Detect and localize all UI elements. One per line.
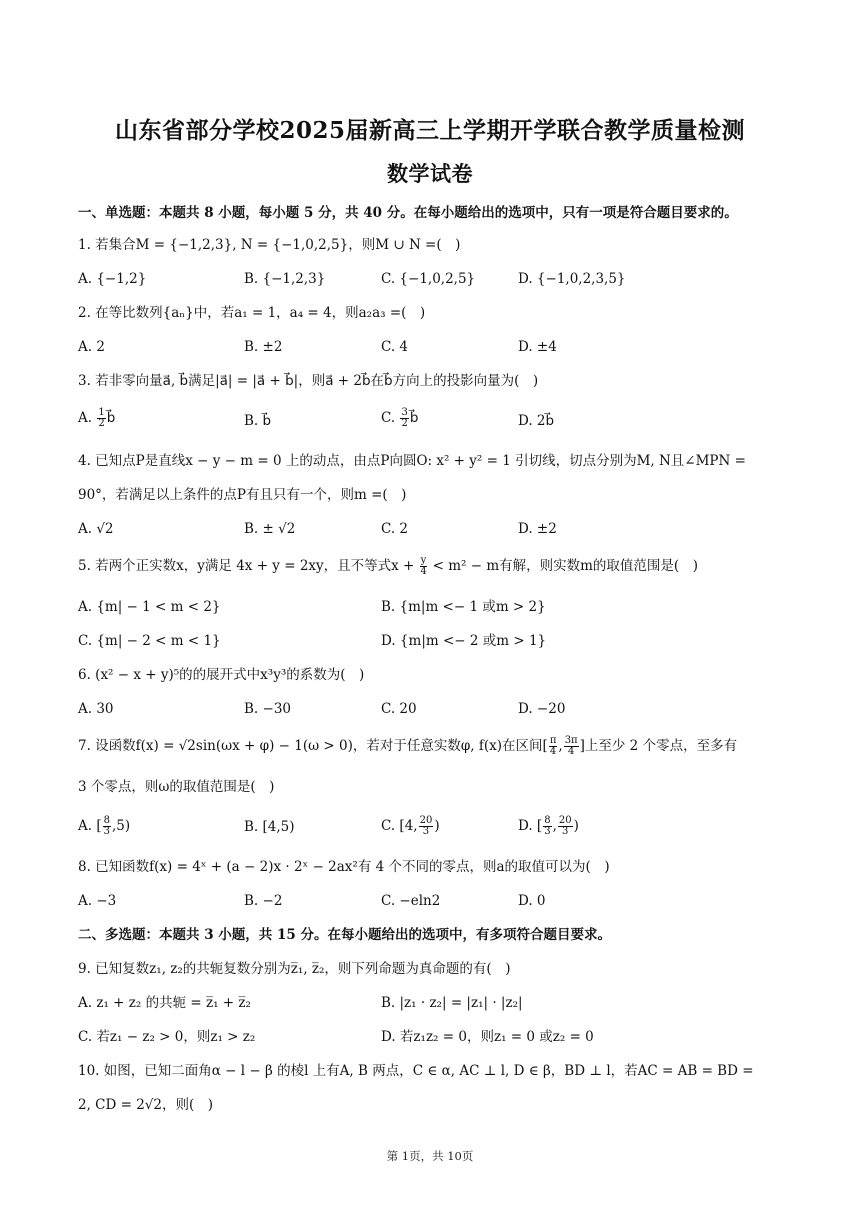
q6-option-a: A. 30 bbox=[78, 701, 114, 717]
q7-option-a: A. [ $\frac{8}{3}$ ,5) bbox=[78, 815, 131, 837]
q8-option-b: B. −2 bbox=[244, 893, 283, 909]
q9-option-a: A. z₁ + z₂ 的共轭 = z̅₁ + z̅₂ bbox=[78, 995, 251, 1011]
question-2-stem: 2. 在等比数列{aₙ}中，若a₁ = 1，a₄ = 4，则a₂a₃ =( ) bbox=[78, 305, 426, 321]
question-3-stem: 3. 若非零向量a⃗, b⃗满足|a⃗| = |a⃗ + b⃗|，则a⃗ + 2b⃗在b⃗方向上的投影向量为( ) bbox=[78, 373, 539, 389]
fraction: $\frac{3}{2}$ bbox=[401, 407, 408, 429]
fraction: $\frac{8}{3}$ bbox=[544, 815, 551, 837]
q4-option-a: A. √2 bbox=[78, 521, 114, 537]
fraction: $\frac{20}{3}$ bbox=[419, 815, 433, 837]
exam-subtitle: 数学试卷 bbox=[387, 161, 473, 186]
q9-option-c: C. 若z₁ − z₂ > 0，则z₁ > z₂ bbox=[78, 1029, 256, 1045]
q3-option-c: C. $\frac{3}{2}$ b⃗ bbox=[381, 407, 419, 429]
q2-option-c: C. 4 bbox=[381, 339, 409, 355]
q5-option-a: A. {m| − 1 < m < 2} bbox=[78, 599, 221, 615]
q3-option-a: A. $\frac{1}{2}$ b⃗ bbox=[78, 407, 116, 429]
q2-option-a: A. 2 bbox=[78, 339, 105, 355]
q4-option-b: B. ± √2 bbox=[244, 521, 296, 537]
q8-option-d: D. 0 bbox=[518, 893, 546, 909]
q5-option-c: C. {m| − 2 < m < 1} bbox=[78, 633, 221, 649]
q6-option-d: D. −20 bbox=[518, 701, 566, 717]
question-7-stem-line1: 7. 设函数f(x) = √2sin(ωx + φ) − 1(ω > 0)，若对于任意实数φ, f(x)在区间[ $\frac{\pi}{4}$ , $\frac{3\pi}{4}$ ]上至少 2 个零点，至多有 bbox=[78, 735, 738, 757]
page-number: 第 1页，共 10页 bbox=[386, 1149, 474, 1163]
q4-option-c: C. 2 bbox=[381, 521, 409, 537]
q1-option-b: B. {−1,2,3} bbox=[244, 271, 326, 287]
q5-option-b: B. {m|m <− 1 或m > 2} bbox=[381, 599, 546, 615]
q4-option-d: D. ±2 bbox=[518, 521, 557, 537]
q6-option-c: C. 20 bbox=[381, 701, 417, 717]
section-single-choice: 一、单选题：本题共 8 小题，每小题 5 分，共 40 分。在每小题给出的选项中，只有一项是符合题目要求的。 bbox=[78, 205, 738, 221]
question-4-stem-line1: 4. 已知点P是直线x − y − m = 0 上的动点，由点P向圆O: x² + y² = 1 引切线，切点分别为M, N且∠MPN = bbox=[78, 453, 746, 469]
q3-option-b: B. b⃗ bbox=[244, 413, 272, 429]
question-1-stem: 1. 若集合M = {−1,2,3}, N = {−1,0,2,5}，则M ∪ N =( ) bbox=[78, 237, 461, 253]
fraction: $\frac{1}{2}$ bbox=[98, 407, 105, 429]
question-9-stem: 9. 已知复数z₁, z₂的共轭复数分别为z̅₁, z̅₂，则下列命题为真命题的有( ) bbox=[78, 961, 511, 977]
q2-option-b: B. ±2 bbox=[244, 339, 283, 355]
q7-option-b: B. [4,5) bbox=[244, 819, 295, 835]
q5-option-d: D. {m|m <− 2 或m > 1} bbox=[381, 633, 547, 649]
fraction: $\frac{\pi}{4}$ bbox=[549, 735, 557, 757]
q7-option-d: D. [ $\frac{8}{3}$ , $\frac{20}{3}$ ) bbox=[518, 815, 579, 837]
q8-option-c: C. −eln2 bbox=[381, 893, 441, 909]
q9-option-d: D. 若z₁z₂ = 0，则z₁ = 0 或z₂ = 0 bbox=[381, 1029, 594, 1045]
fraction: $\frac{20}{3}$ bbox=[558, 815, 572, 837]
question-10-stem-line2: 2, CD = 2√2，则( ) bbox=[78, 1097, 214, 1113]
fraction: $\frac{3\pi}{4}$ bbox=[564, 735, 578, 757]
q6-option-b: B. −30 bbox=[244, 701, 291, 717]
q1-option-d: D. {−1,0,2,3,5} bbox=[518, 271, 626, 287]
fraction: $\frac{y}{4}$ bbox=[420, 555, 427, 577]
q2-option-d: D. ±4 bbox=[518, 339, 557, 355]
q3-option-d: D. 2b⃗ bbox=[518, 413, 555, 429]
fraction: $\frac{8}{3}$ bbox=[103, 815, 110, 837]
question-4-stem-line2: 90°，若满足以上条件的点P有且只有一个，则m =( ) bbox=[78, 487, 407, 503]
q1-option-c: C. {−1,0,2,5} bbox=[381, 271, 476, 287]
question-6-stem: 6. (x² − x + y)⁵的的展开式中x³y³的系数为( ) bbox=[78, 667, 365, 683]
q1-option-a: A. {−1,2} bbox=[78, 271, 147, 287]
q7-option-c: C. [4, $\frac{20}{3}$ ) bbox=[381, 815, 440, 837]
q8-option-a: A. −3 bbox=[78, 893, 117, 909]
question-8-stem: 8. 已知函数f(x) = 4ˣ + (a − 2)x · 2ˣ − 2ax²有 4 个不同的零点，则a的取值可以为( ) bbox=[78, 859, 610, 875]
question-5-stem: 5. 若两个正实数x，y满足 4x + y = 2xy，且不等式x + $\frac{y}{4}$ < m² − m有解，则实数m的取值范围是( ) bbox=[78, 555, 698, 577]
question-10-stem-line1: 10. 如图，已知二面角α − l − β 的棱l 上有A, B 两点，C ∈ α, AC ⊥ l, D ∈ β，BD ⊥ l，若AC = AB = BD = bbox=[78, 1063, 754, 1079]
q9-option-b: B. |z₁ · z₂| = |z₁| · |z₂| bbox=[381, 995, 523, 1011]
section-multiple-choice: 二、多选题：本题共 3 小题，共 15 分。在每小题给出的选项中，有多项符合题目要求。 bbox=[78, 927, 611, 943]
question-7-stem-line2: 3 个零点，则ω的取值范围是( ) bbox=[78, 779, 275, 795]
exam-title: 山东省部分学校2025届新高三上学期开学联合教学质量检测 bbox=[114, 117, 745, 144]
